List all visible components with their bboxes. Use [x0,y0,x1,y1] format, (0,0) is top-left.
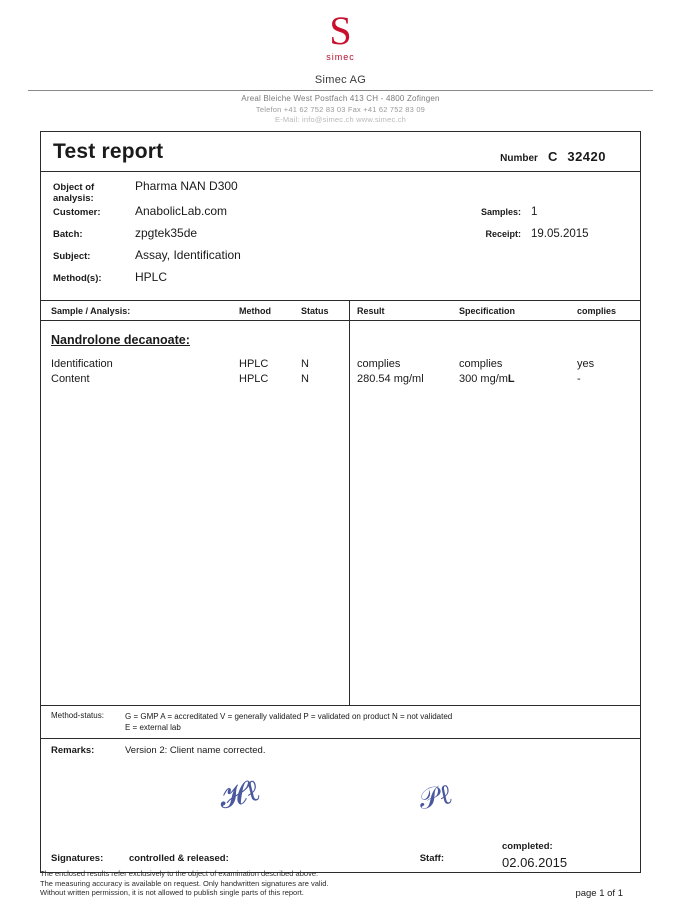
row-complies: yes [577,358,595,370]
receipt-value: 19.05.2015 [531,228,589,240]
receipt-label: Receipt: [485,229,521,239]
row-complies: - [577,373,581,385]
column-header-sample: Sample / Analysis: [51,306,131,316]
customer-label: Customer: [53,207,101,218]
column-header-complies: complies [577,306,617,316]
column-header-status: Status [301,306,329,316]
samples-value: 1 [531,206,538,218]
row-result: 280.54 mg/ml [357,373,424,385]
column-header-method: Method [239,306,271,316]
method-label: Method(s): [53,273,102,284]
method-status-line2: E = external lab [125,723,181,732]
signature-controlled-icon: 𝓗ℓ [215,773,264,816]
row-specification: complies [459,358,503,370]
company-name: Simec AG [314,74,367,86]
method-status-legend [41,706,640,739]
simec-logo [0,6,681,68]
method-status-text [125,711,452,733]
subject-value: Assay, Identification [135,248,241,262]
row-specification [459,372,577,387]
simec-logo-icon: S [329,8,352,53]
row-analysis: Identification [51,358,113,370]
company-email: E-Mail: info@simec.ch www.simec.ch [274,115,407,124]
report-frame [40,131,641,873]
customer-value: AnabolicLab.com [135,204,228,218]
completed-label: completed: [502,841,553,852]
signature-area [41,760,640,872]
page-title: Test report [53,140,164,163]
meta-row-batch [41,226,640,248]
company-phone: Telefon +41 62 752 83 03 Fax +41 62 752 83 09 [255,105,426,114]
disclaimer [40,869,460,898]
subject-label: Subject: [53,251,91,262]
row-status: N [301,373,309,385]
column-header-specification: Specification [459,306,516,316]
report-number-label: Number [500,153,538,164]
object-label [41,182,135,204]
row-specification-unit: L [507,373,515,385]
results-table [41,301,640,706]
row-method: HPLC [239,358,269,370]
staff-label: Staff: [419,853,444,864]
report-number-value: 32420 [567,149,606,164]
disclaimer-line3: Without written permission, it is not allowed to publish single parts of this report. [40,888,304,897]
simec-logo-wordmark: simec [326,52,355,62]
row-specification-value: 300 mg/m [459,373,508,385]
table-row [41,357,640,372]
remarks-section [41,739,640,760]
results-header-row [41,301,640,321]
row-method: HPLC [239,373,269,385]
report-number-letter: C [547,149,558,164]
table-row [41,372,640,387]
completed-date: 02.06.2015 [502,855,568,870]
batch-value: zpgtek35de [135,226,198,240]
meta-row-subject [41,248,640,270]
remarks-value: Version 2: Client name corrected. [125,745,266,756]
meta-row-customer [41,204,640,226]
object-label-line2: analysis: [53,193,94,204]
report-number [500,149,628,164]
row-status: N [301,358,309,370]
samples-group [465,206,537,218]
meta-row-object [41,179,640,204]
row-analysis: Content [51,373,90,385]
samples-label: Samples: [480,207,521,217]
object-label-line1: Object of [53,182,95,193]
completed-block [502,841,622,870]
letterhead-divider [28,90,653,91]
remarks-label: Remarks: [51,745,95,756]
object-value: Pharma NAN D300 [135,179,238,193]
receipt-group [465,228,589,240]
report-meta [41,172,640,301]
report-title-row [41,132,640,172]
disclaimer-line2: The measuring accuracy is available on request. Only handwritten signatures are valid. [40,878,329,888]
results-body [41,321,640,705]
analyte-heading: Nandrolone decanoate: [51,333,190,347]
company-address: Areal Bleiche West Postfach 413 CH - 4800 Zofingen [241,94,440,103]
letterhead [0,0,681,124]
method-value: HPLC [135,270,168,284]
signatures-label: Signatures: [51,853,104,864]
controlled-released-label: controlled & released: [129,853,229,864]
row-result: complies [357,358,401,370]
disclaimer-line1: The enclosed results refer exclusively to the object of examination described above. [40,869,319,878]
method-status-line1: G = GMP A = accreditated V = generally validated P = validated on product N = not validated [125,712,453,721]
signature-staff-icon: 𝒫ℓ [416,778,456,817]
column-header-result: Result [357,306,385,316]
page-info: page 1 of 1 [575,888,623,899]
meta-row-method [41,270,640,292]
method-status-label: Method-status: [51,711,104,720]
batch-label: Batch: [53,229,83,240]
